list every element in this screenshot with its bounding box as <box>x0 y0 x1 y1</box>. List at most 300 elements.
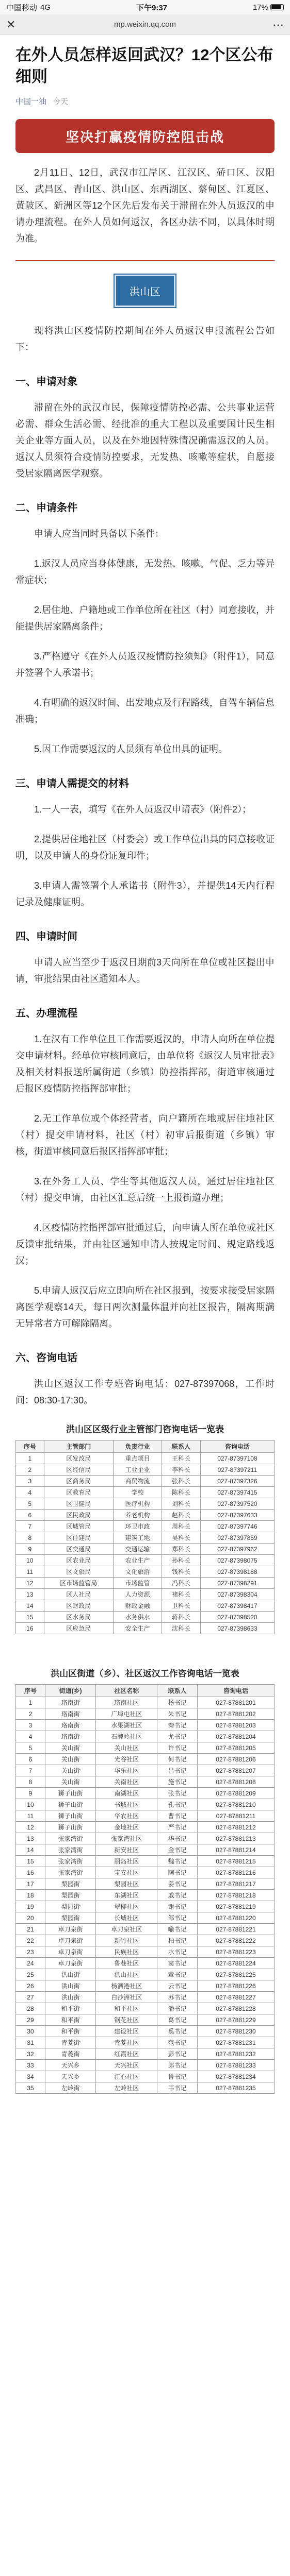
url-label: mp.weixin.qq.com <box>114 20 176 29</box>
table-cell: 33 <box>16 2060 45 2071</box>
table-cell: 卓刀泉街 <box>45 1958 95 1969</box>
table-cell: 35 <box>16 2082 45 2094</box>
table-cell: 市场监管 <box>113 1578 162 1589</box>
table-cell: 交通运输 <box>113 1544 162 1555</box>
table-cell: 28 <box>16 2003 45 2014</box>
phone-cell[interactable]: 027-87398633 <box>200 1623 274 1634</box>
column-header: 联系人 <box>157 1685 198 1697</box>
table-row <box>16 1555 275 1566</box>
table-cell: 区发改局 <box>44 1453 113 1464</box>
phone-cell[interactable]: 027-87881206 <box>197 1754 274 1765</box>
table-cell: 文化旅游 <box>113 1566 162 1578</box>
table-cell: 蒋科长 <box>162 1612 201 1623</box>
table-cell: 16 <box>16 1623 44 1634</box>
table-cell: 左岭社区 <box>96 2082 157 2094</box>
table-cell: 梨园街 <box>45 1912 95 1924</box>
table-row <box>16 1912 275 1924</box>
table-cell: 珞南街 <box>45 1720 95 1731</box>
section-heading: 三、申请人需提交的材料 <box>15 778 129 789</box>
article <box>0 35 290 2116</box>
table-row <box>16 2014 275 2026</box>
table-cell: 孔书记 <box>157 1799 198 1810</box>
phone-cell[interactable]: 027-87881218 <box>197 1890 274 1901</box>
table-cell: 戚书记 <box>157 1890 198 1901</box>
column-header: 咨询电话 <box>197 1685 274 1697</box>
table-cell: 3 <box>16 1720 45 1731</box>
table-cell: 5 <box>16 1742 45 1754</box>
table-row <box>16 1521 275 1532</box>
table-cell: 窦书记 <box>157 1958 198 1969</box>
network-label: 4G <box>40 3 51 12</box>
table-cell: 珞南街 <box>45 1697 95 1708</box>
phone-cell[interactable]: 027-87881233 <box>197 2060 274 2071</box>
phone-cell[interactable]: 027-87398291 <box>200 1578 274 1589</box>
table-row <box>16 1453 275 1464</box>
phone-cell[interactable]: 027-87881230 <box>197 2026 274 2037</box>
table-cell: 区文旅局 <box>44 1566 113 1578</box>
table-cell: 朱书记 <box>157 1708 198 1720</box>
phone-cell[interactable]: 027-87881223 <box>197 1946 274 1958</box>
table-cell: 卓刀泉街 <box>45 1935 95 1946</box>
section-heading: 二、申请条件 <box>15 502 77 514</box>
table-cell: 陶书记 <box>157 1867 198 1878</box>
phone-cell[interactable]: 027-87881201 <box>197 1697 274 1708</box>
table-cell: 洪山街 <box>45 1992 95 2003</box>
table-cell: 区市场监管局 <box>44 1578 113 1589</box>
table-cell: 17 <box>16 1878 45 1890</box>
battery-icon <box>270 4 284 10</box>
table-cell: 水果湖社区 <box>96 1720 157 1731</box>
table-cell: 10 <box>16 1799 45 1810</box>
table-cell: 广埠屯社区 <box>96 1708 157 1720</box>
table-cell: 华乐社区 <box>96 1765 157 1776</box>
table-cell: 东湖社区 <box>96 1890 157 1901</box>
table-cell: 张科长 <box>162 1476 201 1487</box>
table-cell: 韦书记 <box>157 2082 198 2094</box>
table-cell: 6 <box>16 1510 44 1521</box>
phone-cell[interactable]: 027-87397520 <box>200 1498 274 1510</box>
table-cell: 关山街 <box>45 1754 95 1765</box>
table-cell: 李科长 <box>162 1464 201 1476</box>
phone-cell[interactable]: 027-87397746 <box>200 1521 274 1532</box>
table-cell: 4 <box>16 1731 45 1742</box>
table-cell: 宝安社区 <box>96 1867 157 1878</box>
table-cell: 长城社区 <box>96 1912 157 1924</box>
table-cell: 关山社区 <box>96 1742 157 1754</box>
phone-cell[interactable]: 027-87881231 <box>197 2037 274 2048</box>
phone-cell[interactable]: 027-87881225 <box>197 1969 274 1980</box>
table-cell: 狮子山街 <box>45 1822 95 1833</box>
table-cell: 梨园街 <box>45 1890 95 1901</box>
table-cell: 华书记 <box>157 1833 198 1844</box>
table-cell: 梨园社区 <box>96 1878 157 1890</box>
phone-cell[interactable]: 027-87881221 <box>197 1924 274 1935</box>
phone-cell[interactable]: 027-87881216 <box>197 1867 274 1878</box>
table-cell: 14 <box>16 1600 44 1612</box>
table-cell: 区交通局 <box>44 1544 113 1555</box>
table-row <box>16 1731 275 1742</box>
phone-cell[interactable]: 027-87881209 <box>197 1788 274 1799</box>
table-cell: 11 <box>16 1566 44 1578</box>
table-cell: 新竹社区 <box>96 1935 157 1946</box>
account-name-link[interactable]: 中国一油 <box>15 97 47 106</box>
table-cell: 区经信局 <box>44 1464 113 1476</box>
table-cell: 范书记 <box>157 2037 198 2048</box>
table-cell: 洪山街 <box>45 1980 95 1992</box>
more-icon[interactable]: ··· <box>272 18 284 31</box>
banner-text: 坚决打赢疫情防控阻击战 <box>65 129 224 145</box>
table-cell: 7 <box>16 1521 44 1532</box>
table-cell: 何书记 <box>157 1754 198 1765</box>
table-cell: 梨园街 <box>45 1878 95 1890</box>
divider <box>15 260 275 261</box>
phone-cell[interactable]: 027-87398304 <box>200 1589 274 1600</box>
table-cell: 张书记 <box>157 1788 198 1799</box>
table-cell: 18 <box>16 1890 45 1901</box>
table-cell: 区水务局 <box>44 1612 113 1623</box>
section-paragraph: 1.返汉人员应当身体健康，无发热、咳嗽、气促、乏力等异常症状； <box>15 558 275 585</box>
table-cell: 谢书记 <box>157 1901 198 1912</box>
table-row <box>16 1810 275 1822</box>
table-cell: 2 <box>16 1464 44 1476</box>
phone-cell[interactable]: 027-87881215 <box>197 1856 274 1867</box>
table-cell: 关南社区 <box>96 1776 157 1788</box>
phone-cell[interactable]: 027-87397859 <box>200 1532 274 1544</box>
district-badge: 洪山区 <box>115 275 175 307</box>
phone-cell[interactable]: 027-87881203 <box>197 1720 274 1731</box>
table-cell: 建设社区 <box>96 2026 157 2037</box>
phone-cell[interactable]: 027-87881228 <box>197 2003 274 2014</box>
table-cell: 区财政局 <box>44 1600 113 1612</box>
table-cell: 6 <box>16 1754 45 1765</box>
table-row <box>16 1776 275 1788</box>
column-header: 主管部门 <box>44 1440 113 1453</box>
table-cell: 潘书记 <box>157 2003 198 2014</box>
table-row <box>16 1958 275 1969</box>
phone-cell[interactable]: 027-87881224 <box>197 1958 274 1969</box>
table-cell: 青菱街 <box>45 2037 95 2048</box>
table-cell: 农业生产 <box>113 1555 162 1566</box>
section-heading: 五、办理流程 <box>15 1008 77 1019</box>
table-cell: 许书记 <box>157 1742 198 1754</box>
table-cell: 洪山社区 <box>96 1969 157 1980</box>
table-row <box>16 1935 275 1946</box>
table-cell: 章书记 <box>157 1969 198 1980</box>
table-row <box>16 2026 275 2037</box>
phone-cell[interactable]: 027-87397415 <box>200 1487 274 1498</box>
table-row <box>16 1890 275 1901</box>
table-cell: 重点项目 <box>113 1453 162 1464</box>
clock: 下午9:37 <box>136 3 168 12</box>
table-cell: 光谷社区 <box>96 1754 157 1765</box>
battery-percent: 17% <box>252 3 268 12</box>
table-cell: 21 <box>16 1924 45 1935</box>
section-paragraph: 4.有明确的返汉时间、出发地点及行程路线，自驾车辆信息准确； <box>15 698 275 724</box>
table-cell: 冯科长 <box>162 1578 201 1589</box>
phone-cell[interactable]: 027-87398417 <box>200 1600 274 1612</box>
table-row <box>16 1799 275 1810</box>
table-cell: 石牌岭社区 <box>96 1731 157 1742</box>
phone-cell[interactable]: 027-87881208 <box>197 1776 274 1788</box>
section-paragraph: 申请人应当同时具备以下条件： <box>34 529 164 539</box>
table-cell: 珞南街 <box>45 1731 95 1742</box>
table-cell: 刘科长 <box>162 1498 201 1510</box>
phone-cell[interactable]: 027-87398188 <box>200 1566 274 1578</box>
phone-cell[interactable]: 027-87881202 <box>197 1708 274 1720</box>
column-header: 负责行业 <box>113 1440 162 1453</box>
table-cell: 11 <box>16 1810 45 1822</box>
table-cell: 姜书记 <box>157 1878 198 1890</box>
table-cell: 书城社区 <box>96 1799 157 1810</box>
table-cell: 水书记 <box>157 1946 198 1958</box>
section-paragraph: 4.区疫情防控指挥部审批通过后，向申请人所在单位或社区反馈审批结果，并由社区通知申请人按规定时间、规定路线返汉； <box>15 1223 275 1266</box>
table-title: 洪山区区级行业主管部门咨询电话一览表 <box>66 1425 224 1434</box>
table-cell: 珞南街 <box>45 1708 95 1720</box>
table-cell: 2 <box>16 1708 45 1720</box>
table-row <box>16 1487 275 1498</box>
table-cell: 赵科长 <box>162 1510 201 1521</box>
table-cell: 新安社区 <box>96 1844 157 1856</box>
table-row <box>16 1708 275 1720</box>
section-paragraph: 3.申请人需签署个人承诺书（附件3），并提供14天内行程记录及健康证明。 <box>15 880 275 907</box>
table-cell: 曹书记 <box>157 1810 198 1822</box>
table-spacer <box>15 2094 275 2116</box>
section-paragraph: 3.严格遵守《在外人员返汉疫情防控须知》（附件1），同意并签署个人承诺书； <box>15 651 275 678</box>
table-cell: 和平街 <box>45 2026 95 2037</box>
table-cell: 12 <box>16 1822 45 1833</box>
phone-cell[interactable]: 027-87881205 <box>197 1742 274 1754</box>
phone-cell[interactable]: 027-87881227 <box>197 1992 274 2003</box>
table-row <box>16 1833 275 1844</box>
table-row <box>16 1464 275 1476</box>
section-paragraph: 申请人应当至少于返汉日期前3天向所在单位或社区提出申请，审批结果由社区通知本人。 <box>15 957 275 984</box>
table-cell: 吕书记 <box>157 1765 198 1776</box>
table-header-row <box>16 1440 275 1453</box>
table-cell: 左岭街 <box>45 2082 95 2094</box>
table-cell: 19 <box>16 1901 45 1912</box>
table-cell: 关山街 <box>45 1776 95 1788</box>
table-cell: 20 <box>16 1912 45 1924</box>
table-row <box>16 1532 275 1544</box>
table-row <box>16 2071 275 2082</box>
phone-cell[interactable]: 027-87881220 <box>197 1912 274 1924</box>
phone-cell[interactable]: 027-87881219 <box>197 1901 274 1912</box>
phone-cell[interactable]: 027-87881211 <box>197 1810 274 1822</box>
table-cell: 鲁书记 <box>157 2071 198 2082</box>
table-cell: 卓刀泉社区 <box>96 1924 157 1935</box>
table-cell: 周科长 <box>162 1521 201 1532</box>
table-cell: 柏书记 <box>157 1935 198 1946</box>
publish-tag: 今天 <box>53 97 69 106</box>
table-cell: 青菱街 <box>45 2048 95 2060</box>
section-paragraph: 2.居住地、户籍地或工作单位所在社区（村）同意接收，并能提供居家隔离条件； <box>15 605 275 632</box>
table-cell: 江心社区 <box>96 2071 157 2082</box>
table-row <box>16 1600 275 1612</box>
phone-cell[interactable]: 027-87397326 <box>200 1476 274 1487</box>
table-cell: 天兴乡 <box>45 2060 95 2071</box>
table-cell: 和平社区 <box>96 2003 157 2014</box>
phone-cell[interactable]: 027-87881232 <box>197 2048 274 2060</box>
table-title: 洪山区街道（乡）、社区返汉工作咨询电话一览表 <box>51 1669 239 1679</box>
table-row <box>16 2060 275 2071</box>
table-cell: 区人社局 <box>44 1589 113 1600</box>
section-heading: 一、申请对象 <box>15 376 77 387</box>
table-cell: 25 <box>16 1969 45 1980</box>
lead-paragraph: 现将洪山区疫情防控期间在外人员返汉申报流程公告如下： <box>15 326 275 352</box>
table-cell: 31 <box>16 2037 45 2048</box>
phone-cell[interactable]: 027-87397633 <box>200 1510 274 1521</box>
table-cell: 12 <box>16 1578 44 1589</box>
phone-cell[interactable]: 027-87881234 <box>197 2071 274 2082</box>
phone-cell[interactable]: 027-87397962 <box>200 1544 274 1555</box>
intro-paragraph: 2月11日、12日，武汉市江岸区、江汉区、硚口区、汉阳区、武昌区、青山区、洪山区、东西湖区、蔡甸区、江夏区、黄陂区、新洲区等12个区先后发布关于滞留在外人员返汉的申请办理流程。在外人员如何返汉，各区办法不同，以具体时期为准。 <box>15 167 275 244</box>
table-row <box>16 1476 275 1487</box>
table-cell: 尤书记 <box>157 1731 198 1742</box>
phone-cell[interactable]: 027-87881204 <box>197 1731 274 1742</box>
contact-table <box>15 1440 275 1634</box>
table-cell: 施书记 <box>157 1776 198 1788</box>
table-cell: 华农社区 <box>96 1810 157 1822</box>
table-cell: 郑科长 <box>162 1544 201 1555</box>
table-row <box>16 1844 275 1856</box>
table-cell: 区教育局 <box>44 1487 113 1498</box>
phone-cell[interactable]: 027-87881212 <box>197 1822 274 1833</box>
table-cell: 14 <box>16 1844 45 1856</box>
table-cell: 区应急局 <box>44 1623 113 1634</box>
table-cell: 工业企业 <box>113 1464 162 1476</box>
table-cell: 医疗机构 <box>113 1498 162 1510</box>
close-icon[interactable]: ✕ <box>6 18 16 31</box>
table-cell: 财政金融 <box>113 1600 162 1612</box>
table-cell: 青菱社区 <box>96 2037 157 2048</box>
table-cell: 丽岛社区 <box>96 1856 157 1867</box>
contact-tables <box>15 1422 275 2116</box>
table-cell: 杨泗港社区 <box>96 1980 157 1992</box>
table-cell: 5 <box>16 1498 44 1510</box>
table-row <box>16 1788 275 1799</box>
section-heading: 四、申请时间 <box>15 931 77 942</box>
column-header: 咨询电话 <box>200 1440 274 1453</box>
phone-cell[interactable]: 027-87397211 <box>200 1464 274 1476</box>
phone-cell[interactable]: 027-87397108 <box>200 1453 274 1464</box>
table-cell: 秦书记 <box>157 1720 198 1731</box>
phone-cell[interactable]: 027-87881207 <box>197 1765 274 1776</box>
table-cell: 安全生产 <box>113 1623 162 1634</box>
table-cell: 区商务局 <box>44 1476 113 1487</box>
phone-cell[interactable]: 027-87881213 <box>197 1833 274 1844</box>
column-header: 街道(乡) <box>45 1685 95 1697</box>
table-cell: 7 <box>16 1765 45 1776</box>
phone-cell[interactable]: 027-87398075 <box>200 1555 274 1566</box>
column-header: 序号 <box>16 1440 44 1453</box>
section-paragraph: 5.申请人返汉后应立即向所在社区报到，按要求接受居家隔离医学观察14天，每日两次测量体温并向社区报告，隔离期满无异常者方可解除隔离。 <box>15 1285 275 1329</box>
table-cell: 鲁巷社区 <box>96 1958 157 1969</box>
table-row <box>16 1623 275 1634</box>
table-cell: 9 <box>16 1788 45 1799</box>
table-cell: 张家湾社区 <box>96 1833 157 1844</box>
table-cell: 15 <box>16 1856 45 1867</box>
table-row <box>16 1924 275 1935</box>
table-cell: 1 <box>16 1697 45 1708</box>
table-cell: 26 <box>16 1980 45 1992</box>
article-meta <box>15 96 275 107</box>
table-cell: 金书记 <box>157 1844 198 1856</box>
table-row <box>16 1697 275 1708</box>
table-cell: 区农业局 <box>44 1555 113 1566</box>
table-row <box>16 1578 275 1589</box>
phone-cell[interactable]: 027-87881214 <box>197 1844 274 1856</box>
table-cell: 郎书记 <box>157 2060 198 2071</box>
table-cell: 区卫健局 <box>44 1498 113 1510</box>
table-cell: 褚科长 <box>162 1589 201 1600</box>
table-row <box>16 1498 275 1510</box>
phone-cell[interactable]: 027-87881229 <box>197 2014 274 2026</box>
table-cell: 水务供水 <box>113 1612 162 1623</box>
table-cell: 狮子山街 <box>45 1799 95 1810</box>
table-row <box>16 1742 275 1754</box>
table-row <box>16 2003 275 2014</box>
table-cell: 严书记 <box>157 1822 198 1833</box>
table-cell: 关山街 <box>45 1742 95 1754</box>
table-cell: 学校 <box>113 1487 162 1498</box>
table-cell: 29 <box>16 2014 45 2026</box>
table-row <box>16 2048 275 2060</box>
table-row <box>16 1822 275 1833</box>
table-cell: 梨园街 <box>45 1901 95 1912</box>
table-row <box>16 1946 275 1958</box>
table-cell: 南湖社区 <box>96 1788 157 1799</box>
section-paragraph: 2.无工作单位或个体经营者，向户籍所在地或居住地社区（村）提交申请材料，社区（村）初审后报街道（乡镇）审核，街道审核同意后报区指挥部审批； <box>15 1113 275 1157</box>
table-cell: 4 <box>16 1487 44 1498</box>
table-cell: 孙科长 <box>162 1555 201 1566</box>
phone-cell[interactable]: 027-87881217 <box>197 1878 274 1890</box>
section-paragraph: 2.提供居住地社区（村委会）或工作单位出具的同意接收证明，以及申请人的身份证复印件； <box>15 834 275 861</box>
table-cell: 杨书记 <box>157 1697 198 1708</box>
phone-cell[interactable]: 027-87881222 <box>197 1935 274 1946</box>
table-cell: 建筑工地 <box>113 1532 162 1544</box>
table-cell: 卓刀泉街 <box>45 1924 95 1935</box>
table-cell: 养老机构 <box>113 1510 162 1521</box>
table-cell: 奚书记 <box>157 2026 198 2037</box>
table-cell: 人力资源 <box>113 1589 162 1600</box>
table-cell: 32 <box>16 2048 45 2060</box>
table-row <box>16 1566 275 1578</box>
table-cell: 钱科长 <box>162 1566 201 1578</box>
table-row <box>16 1901 275 1912</box>
table-cell: 16 <box>16 1867 45 1878</box>
table-cell: 红霞社区 <box>96 2048 157 2060</box>
table-cell: 葛书记 <box>157 2014 198 2026</box>
table-row <box>16 1544 275 1555</box>
table-cell: 1 <box>16 1453 44 1464</box>
table-cell: 卓刀泉街 <box>45 1946 95 1958</box>
phone-cell[interactable]: 027-87881226 <box>197 1980 274 1992</box>
phone-cell[interactable]: 027-87881210 <box>197 1799 274 1810</box>
table-cell: 沈科长 <box>162 1623 201 1634</box>
section-paragraph: 5.因工作需要返汉的人员须有单位出具的证明。 <box>34 744 228 754</box>
phone-cell[interactable]: 027-87398520 <box>200 1612 274 1623</box>
table-cell: 区城管局 <box>44 1521 113 1532</box>
table-row <box>16 1878 275 1890</box>
table-row <box>16 1765 275 1776</box>
table-cell: 彭书记 <box>157 2048 198 2060</box>
table-row <box>16 1980 275 1992</box>
phone-cell[interactable]: 027-87881235 <box>197 2082 274 2094</box>
table-cell: 卫科长 <box>162 1600 201 1612</box>
table-row <box>16 1754 275 1765</box>
table-cell: 白沙洲社区 <box>96 1992 157 2003</box>
section-paragraph: 1.一人一表，填写《在外人员返汉申请表》（附件2）； <box>34 804 252 815</box>
